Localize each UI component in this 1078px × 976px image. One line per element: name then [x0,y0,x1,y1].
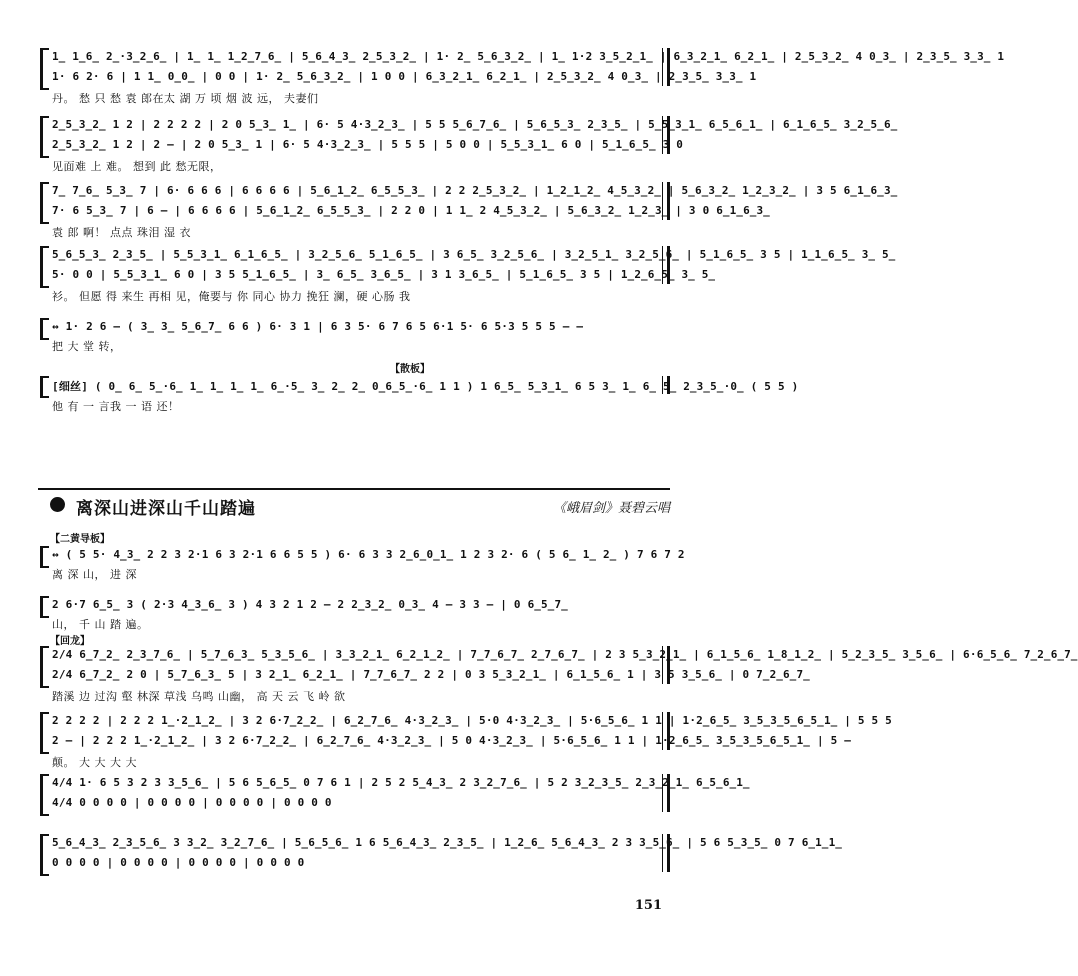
section-label-erhuang-daoban: 【二黄导板】 [50,534,110,545]
lyrics-line: 丹。 愁 只 愁 袁 郎在太 湖 万 顷 烟 波 远， 夫妻们 [52,92,319,105]
notation-row-upper: 5̲6̲4̲3̲ 2̲3̲5̲6̲ 3 3̲2̲ 3̲2̲7̲6̲ | 5̲6̲5̲6̲ 1 6 5̲6̲4̲3̲ 2̲3̲5̲ | 1̲2̲6̲ 5̲6̲4̲3̲ 2 3 3̲5̲6̲ | 5 6 5̲3̲5̲ 0 7 6̲1̲1̲ [52,836,843,849]
score-system-3 [40,182,898,240]
notation-row-lower: 7· 6 5̲3̲ 7 | 6 — | 6 6 6 6 | 5̲6̲1̲2̲ 6̲5̲5̲3̲ | 2 2 0 | 1 1̲ 2 4̲5̲3̲2̲ | 5̲6̲3̲2̲ 1̲2̲3̲ | 3 0 6̲1̲6̲3̲ [52,204,770,217]
notation-row-upper: 2̲5̲3̲2̲ 1 2 | 2 2 2 2 | 2 0 5̲3̲ 1̲ | 6· 5 4·3̲2̲3̲ | 5 5 5̲6̲7̲6̲ | 5̲6̲5̲3̲ 2̲3̲5̲ | 5̲5̲3̲1̲ 6̲5̲6̲1̲ | 6̲1̲6̲5̲ 3̲2̲5̲6̲ [52,118,898,131]
notation-row-upper: 2 2 2 2 | 2 2 2 1̲·2̲1̲2̲ | 3 2 6·7̲2̲2̲ | 6̲2̲7̲6̲ 4·3̲2̲3̲ | 5·0 4·3̲2̲3̲ | 5·6̲5̲6̲ 1 1 | 1·2̲6̲5̲ 3̲5̲3̲5̲6̲5̲1̲ | 5 5 5 [52,714,892,727]
notation-row: 2 6·7 6̲5̲ 3 ( 2·3 4̲3̲6̲ 3 ) 4 3 2 1 2 — 2 2̲3̲2̲ 0̲3̲ 4 — 3 3 — | 0 6̲5̲7̲ [52,598,568,611]
score-system-4 [40,246,896,304]
score-system-7 [40,546,685,586]
notation-row-upper: 2/4 6̲7̲2̲ 2̲3̲7̲6̲ | 5̲7̲6̲3̲ 5̲3̲5̲6̲ | 3̲3̲2̲1̲ 6̲2̲1̲2̲ | 7̲7̲6̲7̲ 2̲7̲6̲7̲ | 2 3 5̲3̲2̲1̲ | 6̲1̲5̲6̲ 1̲8̲1̲2̲ | 5̲2̲3̲5̲ 3̲5̲6̲ | 6·6̲5̲6̲ 7̲2̲6̲7̲ [52,648,1078,661]
lyrics-line: 把 大 堂 转， [52,340,122,353]
score-system-10 [40,712,892,770]
notation-row: ↔ 1· 2 6 — ( 3̲ 3̲ 5̲6̲7̲ 6 6 ) 6· 3 1 | 6 3 5· 6 7 6 5 6·1 5· 6 5·3 5 5 5 — — [52,320,584,333]
lyrics-line: 袁 郎 啊！ 点点 珠泪 湿 衣 [52,226,191,239]
song-title: 离深山进深山千山踏遍 [76,499,256,519]
lyrics-line: 离 深 山， 进 深 [52,568,137,581]
section-label-huilong: 【回龙】 [50,636,90,647]
notation-row-lower: 2 — | 2 2 2 1̲·2̲1̲2̲ | 3 2 6·7̲2̲2̲ | 6̲2̲7̲6̲ 4·3̲2̲3̲ | 5 0 4·3̲2̲3̲ | 5·6̲5̲6̲ 1 1 | 1·2̲6̲5̲ 3̲5̲3̲5̲6̲5̲1̲ | 5 — [52,734,852,747]
score-system-11 [40,774,750,818]
notation-row-upper: 4/4 1· 6 5 3 2 3 3̲5̲6̲ | 5 6 5̲6̲5̲ 0 7 6 1 | 2 5 2 5̲4̲3̲ 2 3̲2̲7̲6̲ | 5 2 3̲2̲3̲5̲ 2̲3̲2̲1̲ 6̲5̲6̲1̲ [52,776,750,789]
score-system-6 [40,362,799,414]
lyrics-line: 山， 千 山 踏 遍。 [52,618,149,631]
notation-row-lower: 1· 6 2· 6 | 1 1̲ 0̲0̲ | 0 0 | 1· 2̲ 5̲6̲3̲2̲ | 1 0 0 | 6̲3̲2̲1̲ 6̲2̲1̲ | 2̲5̲3̲2̲ 4 0̲3̲ | 2̲3̲5̲ 3̲3̲ 1 [52,70,757,83]
lyrics-line: 踏溪 边 过沟 壑 林深 草浅 乌鸣 山幽， 高 天 云 飞 岭 欲 [52,690,346,703]
score-system-1 [40,48,1005,106]
song-header [50,494,670,518]
notation-row-lower: 5· 0 0 | 5̲5̲3̲1̲ 6 0 | 3 5 5̲1̲6̲5̲ | 3̲ 6̲5̲ 3̲6̲5̲ | 3 1 3̲6̲5̲ | 5̲1̲6̲5̲ 3 5 | 1̲2̲6̲5̲ 3̲ 5̲ [52,268,716,281]
score-system-2 [40,116,898,174]
notation-row: [细丝] ( 0̲ 6̲ 5̲·6̲ 1̲ 1̲ 1̲ 1̲ 6̲·5̲ 3̲ 2̲ 2̲ 0̲6̲5̲·6̲ 1 1 ) 1 6̲5̲ 5̲3̲1̲ 6 5 3̲ 1̲ 6̲ 5̲ 2̲3̲5̲·0̲ ( 5 5 ) [52,380,799,393]
section-divider [38,488,670,490]
notation-row-lower: 2̲5̲3̲2̲ 1 2 | 2 — | 2 0 5̲3̲ 1 | 6· 5 4·3̲2̲3̲ | 5 5 5 | 5 0 0 | 5̲5̲3̲1̲ 6 0 | 5̲1̲6̲5̲ 3 0 [52,138,684,151]
notation-row-upper: 1̲ 1̲6̲ 2̲·3̲2̲6̲ | 1̲ 1̲ 1̲2̲7̲6̲ | 5̲6̲4̲3̲ 2̲5̲3̲2̲ | 1· 2̲ 5̲6̲3̲2̲ | 1̲ 1·2 3̲5̲2̲1̲ | 6̲3̲2̲1̲ 6̲2̲1̲ | 2̲5̲3̲2̲ 4 0̲3̲ | 2̲3̲5̲ 3̲3̲ 1 [52,50,1005,63]
notation-row-lower: 2/4 6̲7̲2̲ 2 0 | 5̲7̲6̲3̲ 5 | 3 2̲1̲ 6̲2̲1̲ | 7̲7̲6̲7̲ 2 2 | 0 3 5̲3̲2̲1̲ | 6̲1̲5̲6̲ 1 | 3 5 3̲5̲6̲ | 0 7̲2̲6̲7̲ [52,668,810,681]
lyrics-line: 他 有 一 言我 一 语 还！ [52,400,180,413]
lyrics-line: 衫。 但愿 得 来生 再相 见，俺要与 你 同心 协力 挽狂 澜，硬 心肠 我 [52,290,411,303]
score-system-8 [40,596,670,632]
lyrics-line: 见面难 上 难。 想到 此 愁无限， [52,160,222,173]
lyrics-line: 颠。 大 大 大 大 [52,756,137,769]
notation-row-lower: 0 0 0 0 | 0 0 0 0 | 0 0 0 0 | 0 0 0 0 [52,856,305,869]
score-system-5 [40,318,670,354]
page-number: 151 [634,898,662,913]
bullet-icon [50,497,65,512]
score-system-12 [40,834,843,878]
section-label-sanban: 【散板】 [390,364,430,375]
song-source: 《峨眉剑》聂碧云唱 [552,501,670,516]
notation-row-upper: 7̲ 7̲6̲ 5̲3̲ 7 | 6· 6 6 6 | 6 6 6 6 | 5̲6̲1̲2̲ 6̲5̲5̲3̲ | 2 2 2̲5̲3̲2̲ | 1̲2̲1̲2̲ 4̲5̲3̲2̲ | 5̲6̲3̲2̲ 1̲2̲3̲2̲ | 3 5 6̲1̲6̲3̲ [52,184,898,197]
notation-row-lower: 4/4 0 0 0 0 | 0 0 0 0 | 0 0 0 0 | 0 0 0 0 [52,796,332,809]
score-system-9 [40,646,1078,704]
notation-row: ↔ ( 5 5· 4̲3̲ 2 2 3 2·1 6 3 2·1 6 6 5 5 ) 6· 6 3 3 2̲6̲0̲1̲ 1 2 3 2· 6 ( 5 6̲ 1̲ 2̲ ) 7 6 7 2 [52,548,685,561]
notation-row-upper: 5̲6̲5̲3̲ 2̲3̲5̲ | 5̲5̲3̲1̲ 6̲1̲6̲5̲ | 3̲2̲5̲6̲ 5̲1̲6̲5̲ | 3 6̲5̲ 3̲2̲5̲6̲ | 3̲2̲5̲1̲ 3̲2̲5̲6̲ | 5̲1̲6̲5̲ 3 5 | 1̲1̲6̲5̲ 3̲ 5̲ [52,248,896,261]
